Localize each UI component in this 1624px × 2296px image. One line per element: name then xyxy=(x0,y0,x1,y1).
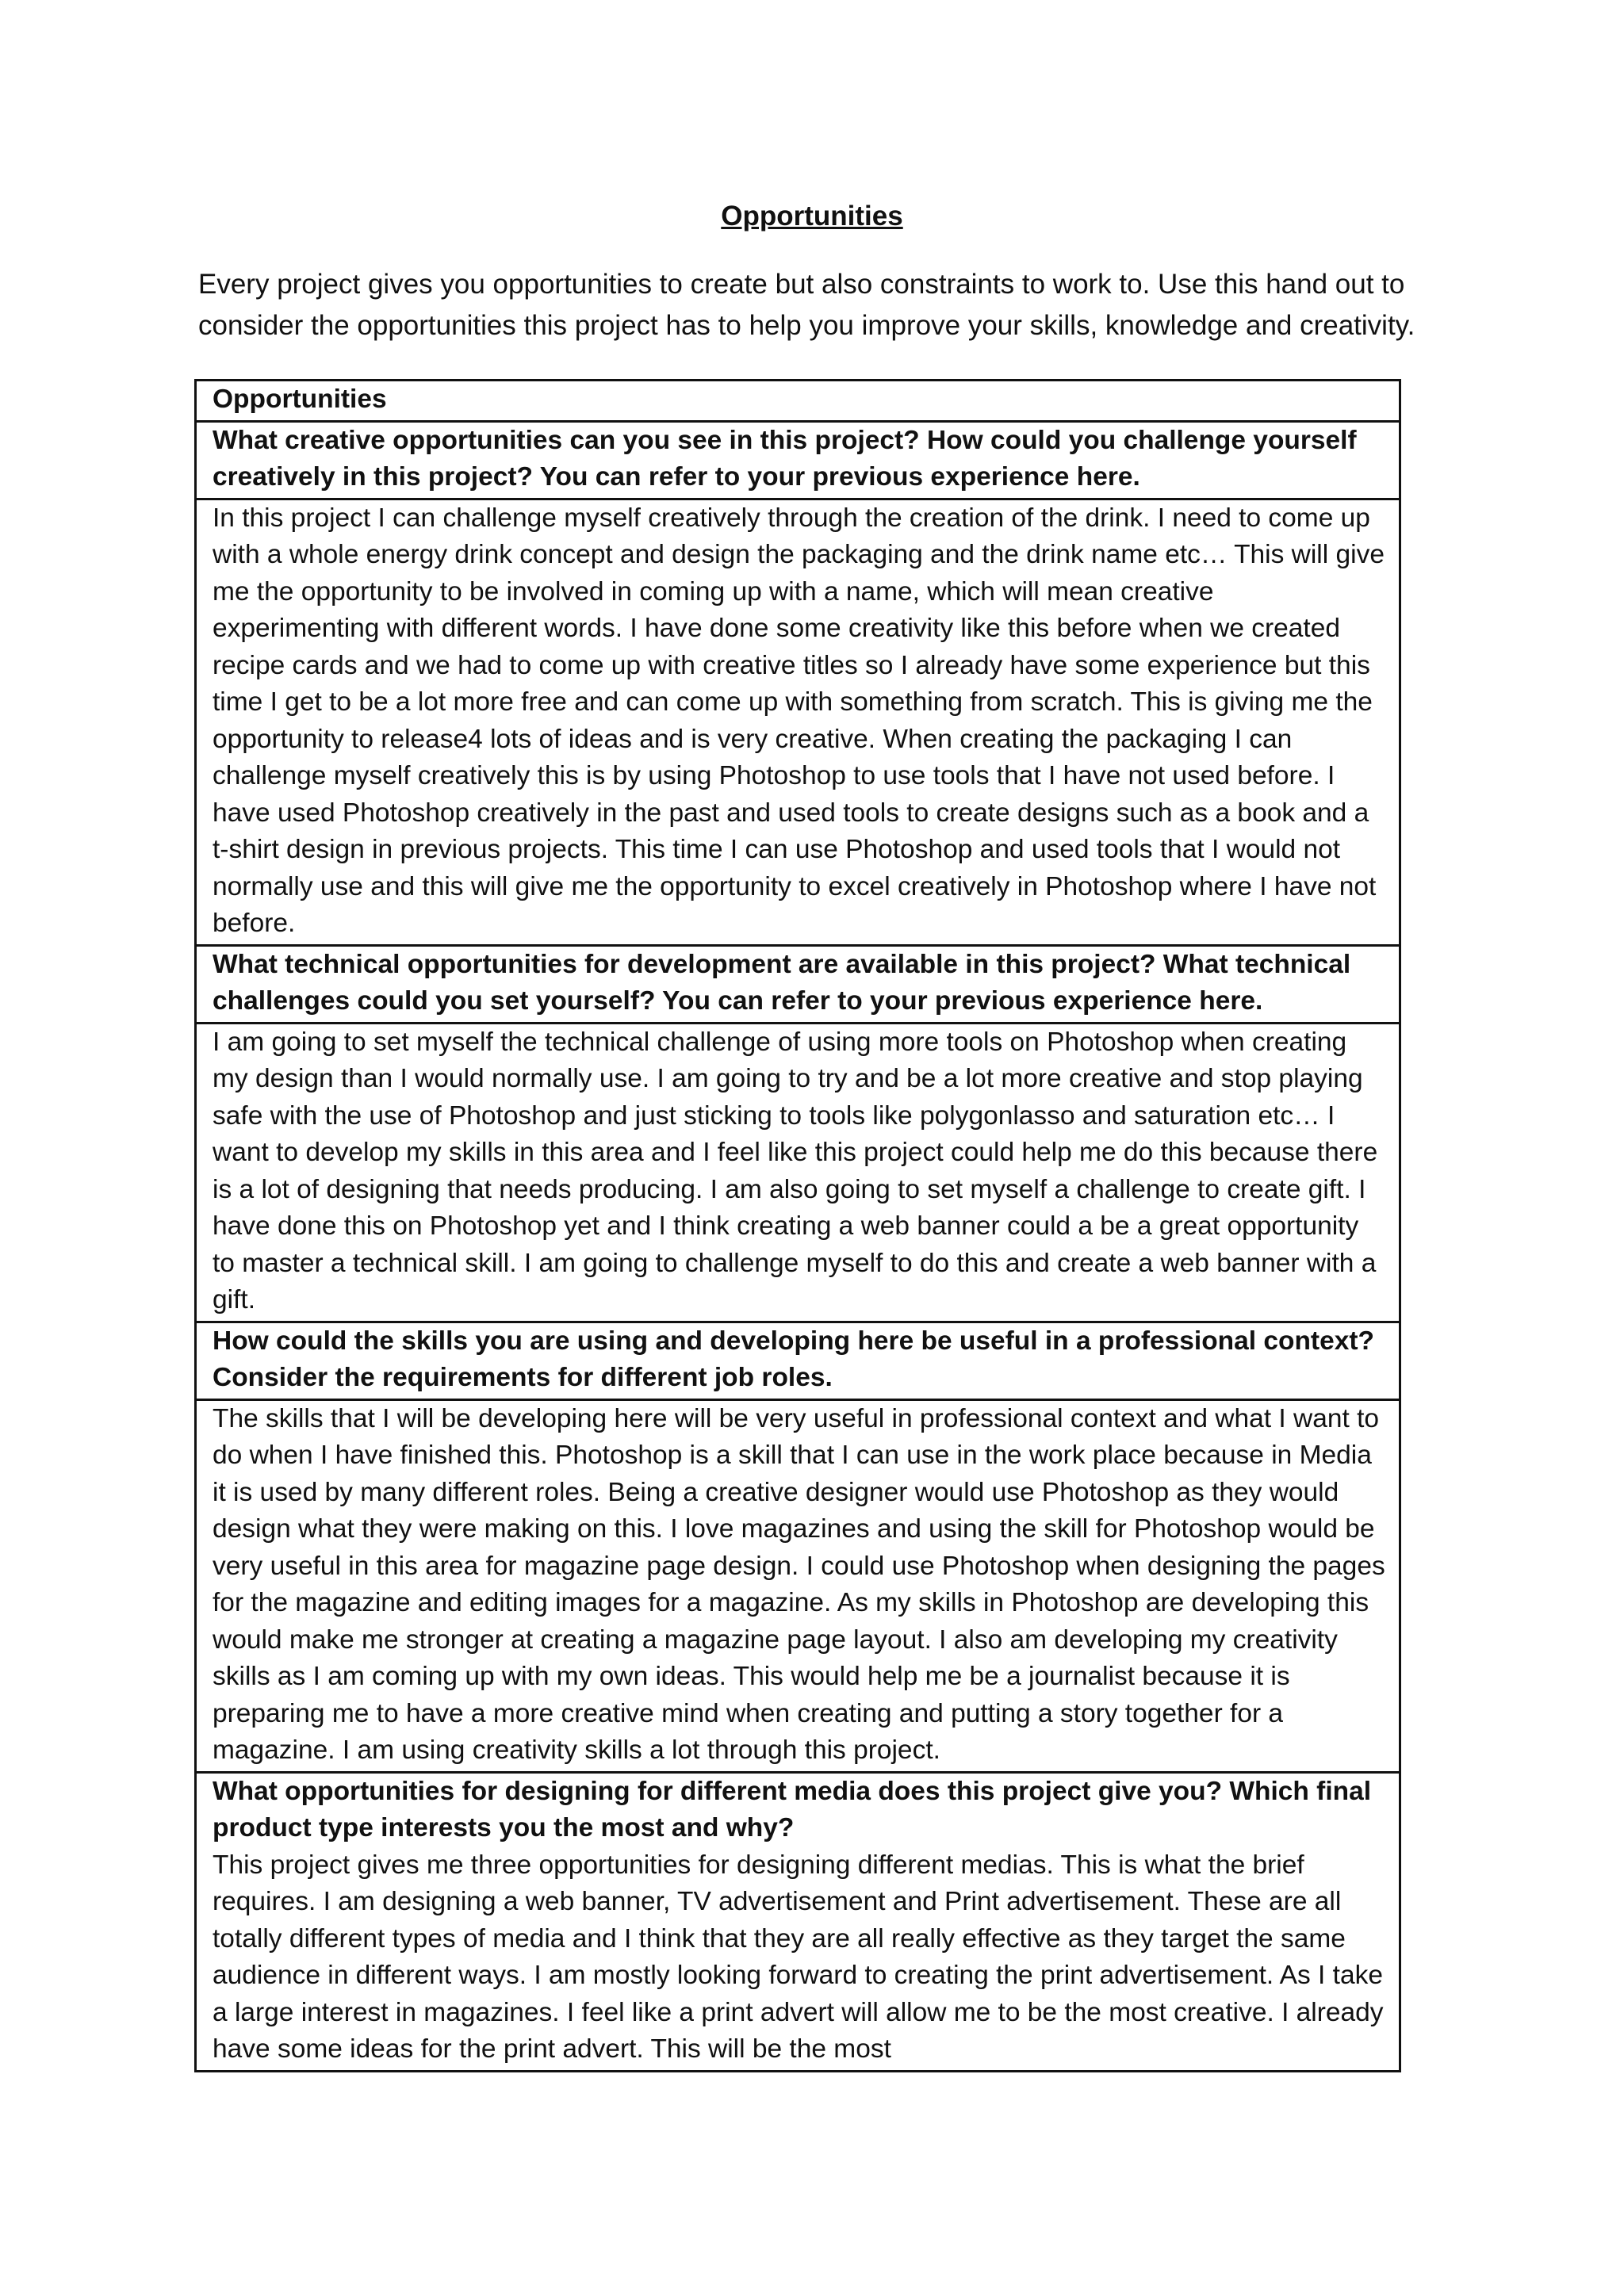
question-creative: What creative opportunities can you see in this project? How could you challenge yourself creatively in this project? You can refer to your previous experience here. xyxy=(197,420,1399,498)
intro-paragraph: Every project gives you opportunities to create but also constraints to work to. Use this hand out to consider the opportunities this project has to help you improve your skills, knowledge and creativity. xyxy=(198,269,1415,341)
answer-professional: The skills that I will be developing here will be very useful in professional context and what I want to do when I have finished this. Photoshop is a skill that I can use in the work place because in Media it is used by many different roles. Being a creative designer would use Photoshop as they would design what they were making on this. I love magazines and using the skill for Photoshop would be very useful in this area for magazine page design. I could use Photoshop when designing the pages for the magazine and editing images for a magazine. As my skills in Photoshop are developing this would make me stronger at creating a magazine page layout. I also am developing my creativity skills as I am coming up with my own ideas. This would help me be a journalist because it is preparing me to have a more creative mind when creating and putting a story together for a magazine. I am using creativity skills a lot through this project. xyxy=(197,1399,1399,1771)
opportunities-table xyxy=(194,379,1401,2072)
answer-media: This project gives me three opportunities for designing different medias. This is what the brief requires. I am designing a web banner, TV advertisement and Print advertisement. These are all totally different types of media and I think that they are all really effective as they target the same audience in different ways. I am mostly looking forward to creating the print advertisement. As I take a large interest in magazines. I feel like a print advert will allow me to be the most creative. I already have some ideas for the print advert. This will be the most xyxy=(213,1850,1384,2064)
question-technical: What technical opportunities for development are available in this project? What technical challenges could you set yourself? You can refer to your previous experience here. xyxy=(197,944,1399,1022)
table-header: Opportunities xyxy=(213,385,387,414)
page-title: Opportunities xyxy=(721,201,903,232)
answer-creative: In this project I can challenge myself creatively through the creation of the drink. I need to come up with a whole energy drink concept and design the packaging and the drink name etc… This will give me the opportunity to be involved in coming up with a name, which will mean creative experimenting with different words. I have done some creativity like this before when we created recipe cards and we had to come up with creative titles so I already have some experience but this time I get to be a lot more free and can come up with something from scratch. This is giving me the opportunity to release4 lots of ideas and is very creative. When creating the packaging I can challenge myself creatively this is by using Photoshop to use tools that I have not used before. I have used Photoshop creatively in the past and used tools to create designs such as a book and a t-shirt design in previous projects. This time I can use Photoshop and used tools that I would not normally use and this will give me the opportunity to excel creatively in Photoshop where I have not before. xyxy=(197,498,1399,944)
question-professional: How could the skills you are using and developing here be useful in a professional context? Consider the requirements for different job roles. xyxy=(197,1321,1399,1399)
answer-technical: I am going to set myself the technical challenge of using more tools on Photoshop when creating my design than I would normally use. I am going to try and be a lot more creative and stop playing safe with the use of Photoshop and just sticking to tools like polygonlasso and saturation etc… I want to develop my skills in this area and I feel like this project could help me do this because there is a lot of designing that needs producing. I am also going to set myself a challenge to create gift. I have done this on Photoshop yet and I think creating a web banner could a be a great opportunity to master a technical skill. I am going to challenge myself to do this and create a web banner with a gift. xyxy=(197,1022,1399,1321)
question-media: What opportunities for designing for different media does this project give you? Which final product type interests you the most and why? xyxy=(197,1771,1399,1847)
